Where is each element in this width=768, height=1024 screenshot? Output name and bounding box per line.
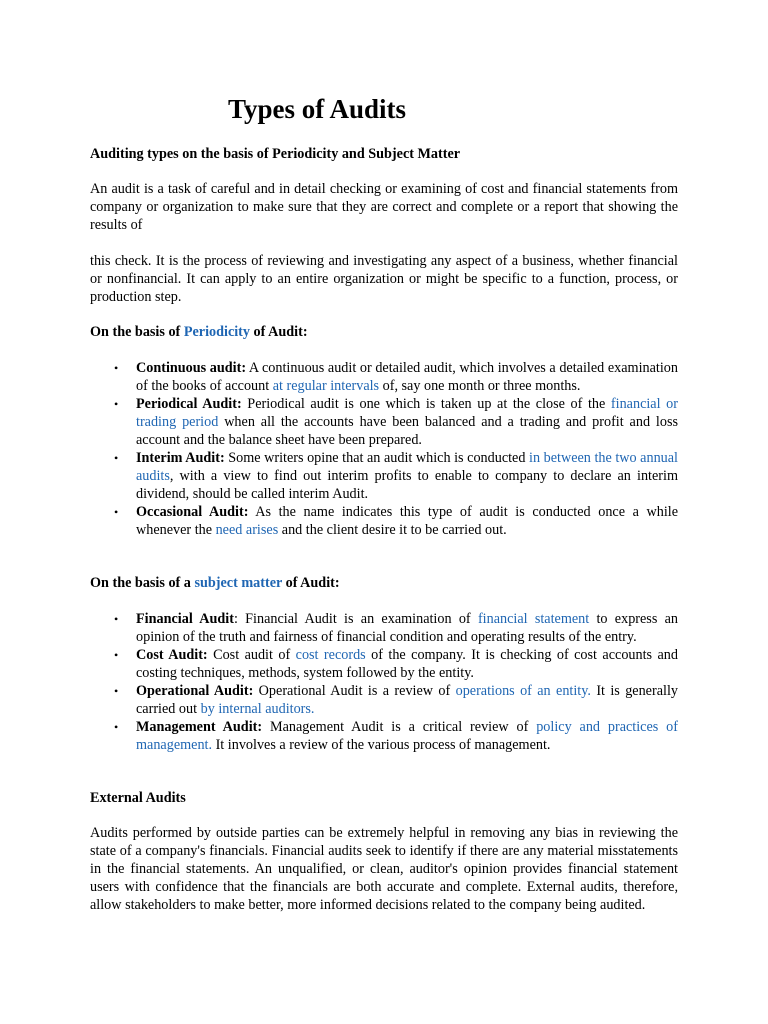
list-item xyxy=(90,610,678,646)
list-item-term: Operational Audit: xyxy=(136,683,254,699)
list-item-text: Some writers opine that an audit which is conducted xyxy=(224,450,530,466)
list-item xyxy=(90,718,678,754)
subject-matter-link[interactable]: subject matter xyxy=(194,575,283,591)
periodicity-heading xyxy=(90,323,308,341)
list-item-text: As the name indicates this type of audit is conducted once a while whenever the xyxy=(136,504,678,538)
list-item-text: to express an opinion of the truth and fairness of financial condition and operating results of the entry. xyxy=(136,611,679,645)
list-item xyxy=(90,449,678,503)
document-subtitle: Auditing types on the basis of Periodicity and Subject Matter xyxy=(90,146,461,162)
list-item-link[interactable]: by internal auditors. xyxy=(200,701,315,717)
subject-heading-pre: On the basis of a xyxy=(90,575,195,591)
list-item-link[interactable]: in between the two annual audits xyxy=(136,450,678,484)
list-item-link[interactable]: at regular intervals xyxy=(272,378,380,394)
list-item-text: of the company. It is checking of cost accounts and costing techniques, methods, system followed by the entity. xyxy=(136,647,678,681)
list-item-text: : Financial Audit is an examination of xyxy=(233,611,478,627)
list-item-text: Cost audit of xyxy=(207,647,296,663)
bullet-icon: • xyxy=(114,648,119,662)
list-item-text: It is generally carried out xyxy=(136,683,678,717)
periodicity-heading-post: of Audit: xyxy=(250,324,308,340)
list-item-text: It involves a review of the various process of management. xyxy=(212,737,551,753)
list-item-link[interactable]: financial statement xyxy=(477,611,590,627)
list-item-text: , with a view to find out interim profits to enable to company to declare an interim dividend, should be called interim Audit. xyxy=(136,468,678,502)
list-item-term: Occasional Audit: xyxy=(136,504,249,520)
list-item-link[interactable]: financial or trading period xyxy=(136,396,678,430)
list-item xyxy=(90,395,678,449)
bullet-icon: • xyxy=(114,361,119,375)
list-item xyxy=(90,503,678,539)
list-item-text: when all the accounts have been balanced and a trading and profit and loss account and the balance sheet have been prepared. xyxy=(136,414,678,448)
external-audits-heading: External Audits xyxy=(90,790,186,806)
bullet-icon: • xyxy=(114,505,119,519)
periodicity-list xyxy=(90,359,678,539)
subject-matter-heading xyxy=(90,574,340,592)
list-item-link[interactable]: cost records xyxy=(295,647,366,663)
list-item-text: A continuous audit or detailed audit, which involves a detailed examination of the books of account xyxy=(136,360,678,394)
list-item-term: Cost Audit: xyxy=(136,647,208,663)
intro-paragraph-1: An audit is a task of careful and in detail checking or examining of cost and financial statements from company or organization to make sure that they are correct and complete or a report that showing the results of xyxy=(90,181,678,233)
document-title: Types of Audits xyxy=(228,94,407,124)
list-item-term: Interim Audit: xyxy=(136,450,225,466)
list-item-term: Periodical Audit: xyxy=(136,396,242,412)
list-item-text: Periodical audit is one which is taken up at the close of the xyxy=(241,396,611,412)
periodicity-link[interactable]: Periodicity xyxy=(183,324,250,340)
intro-paragraph-2: this check. It is the process of reviewing and investigating any aspect of a business, whether financial or nonfinancial. It can apply to an entire organization or might be specific to a function, process, or production step. xyxy=(90,253,678,305)
bullet-icon: • xyxy=(114,397,119,411)
bullet-icon: • xyxy=(114,612,119,626)
list-item-text: and the client desire it to be carried out. xyxy=(278,522,507,538)
list-item-text: Management Audit is a critical review of xyxy=(262,719,537,735)
list-item-link[interactable]: policy and practices of management. xyxy=(136,719,678,753)
list-item xyxy=(90,682,678,718)
bullet-icon: • xyxy=(114,720,119,734)
list-item-link[interactable]: need arises xyxy=(215,522,279,538)
list-item xyxy=(90,359,678,395)
subject-matter-list xyxy=(90,610,678,754)
list-item-link[interactable]: operations of an entity. xyxy=(455,683,591,699)
list-item-term: Financial Audit xyxy=(136,611,234,627)
subject-heading-post: of Audit: xyxy=(282,575,340,591)
periodicity-heading-pre: On the basis of xyxy=(90,324,184,340)
list-item-text: of, say one month or three months. xyxy=(379,378,581,394)
list-item-term: Management Audit: xyxy=(136,719,263,735)
list-item-term: Continuous audit: xyxy=(136,360,247,376)
list-item-text: Operational Audit is a review of xyxy=(253,683,456,699)
bullet-icon: • xyxy=(114,451,119,465)
list-item xyxy=(90,646,678,682)
bullet-icon: • xyxy=(114,684,119,698)
external-audits-paragraph: Audits performed by outside parties can be extremely helpful in removing any bias in reviewing the state of a company's financials. Financial audits seek to identify if there are any material misstatements in the financial statements. An unqualified, or clean, auditor's opinion provides financial statement users with confidence that the financials are both accurate and complete. External audits, therefore, allow stakeholders to make better, more informed decisions related to the company being audited. xyxy=(90,825,678,913)
